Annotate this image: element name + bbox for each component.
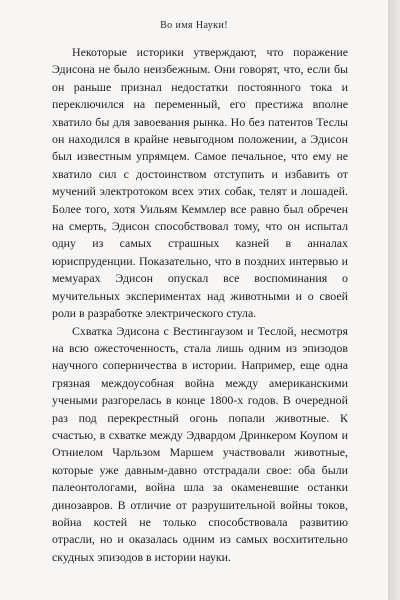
- body-text: [52, 44, 348, 566]
- paragraph-2: Схватка Эдисона с Вестингаузом и Теслой, несмотря на всю ожесточенность, стала лишь одним из эпизодов научного соперничества в истории. Например, еще одна грязная междоусобная война между американскими учеными разгорелась в конце 1800-х годов. В очередной раз под перекрестный огонь попали животные. К счастью, в схватке между Эдвардом Дринкером Коупом и Отниелом Чарльзом Маршем участвовали животные, которые уже давным-давно отстрадали свое: оба были палеонтологами, война шла за окаменевшие останки динозавров. В отличие от разрушительной войны токов, война костей не только способствовала развитию отрасли, но и оказалась одним из самых восхитительно скудных эпизодов в истории науки.: [52, 323, 348, 564]
- paragraph-1: Некоторые историки утверждают, что поражение Эдисона не было неизбежным. Они говорят, что, если бы он раньше признал недостатки постоянного тока и переключился на переменный, его престижа вполне хватило бы для завоевания рынка. Но без патентов Теслы он находился в крайне невыгодном положении, а Эдисон был известным упрямцем. Самое печальное, что ему не хватило сил с достоинством отступить и избавить от мучений электротоком всех этих собак, телят и лошадей. Более того, хотя Уильям Кеммлер все равно был обречен на смерть, Эдисон способствовал тому, что он испытал одну из самых страшных казней в анналах юриспруденции. Показательно, что в поздних интервью и мемуарах Эдисон опускал все воспоминания о мучительных экспериментах над животными и о своей роли в разработке электрического стула.: [52, 45, 348, 321]
- page-edge: [388, 0, 400, 600]
- running-title: Во имя Науки!: [160, 20, 228, 31]
